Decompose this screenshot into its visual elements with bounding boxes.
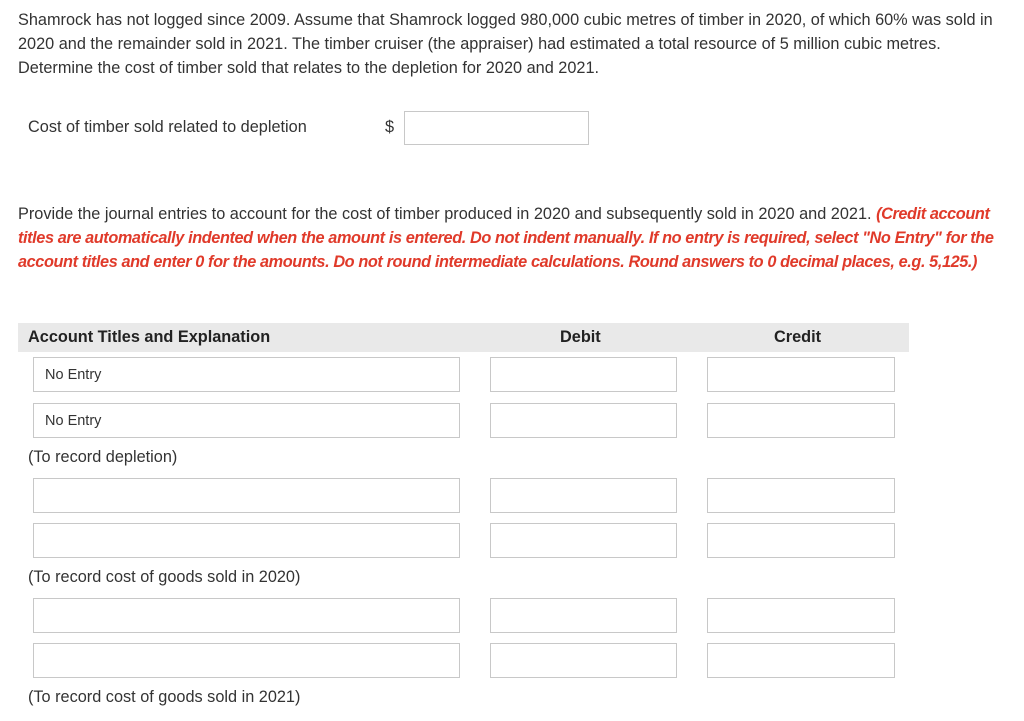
account-title-input-4[interactable]: [33, 523, 460, 558]
instructions-text: Provide the journal entries to account for the cost of timber produced in 2020 and subsequently sold in 2020 and 2021.: [18, 205, 872, 223]
journal-table-header: [18, 323, 909, 352]
entry-note-cogs-2020: (To record cost of goods sold in 2020): [28, 568, 301, 586]
debit-input-6[interactable]: [490, 643, 677, 678]
credit-input-4[interactable]: [707, 523, 895, 558]
dollar-sign: $: [385, 118, 395, 136]
debit-input-1[interactable]: [490, 357, 677, 392]
debit-input-4[interactable]: [490, 523, 677, 558]
credit-input-3[interactable]: [707, 478, 895, 513]
account-title-input-6[interactable]: [33, 643, 460, 678]
account-title-input-3[interactable]: [33, 478, 460, 513]
instructions-emphasis: (Credit account titles are automatically indented when the amount is entered. Do not indent manually. If no entry is required, select "No Entry" for the account titles and enter 0 for the amounts. Do not round intermediate calculations. Round answers to 0 decimal places, e.g. 5,125.): [18, 205, 994, 271]
account-titles-header: Account Titles and Explanation: [28, 328, 271, 346]
account-title-input-1[interactable]: [33, 357, 460, 392]
debit-input-5[interactable]: [490, 598, 677, 633]
instructions: [18, 202, 1008, 274]
cost-of-timber-label: Cost of timber sold related to depletion: [28, 118, 307, 136]
debit-header: Debit: [560, 328, 601, 346]
cost-of-timber-input[interactable]: [404, 111, 589, 145]
account-title-input-5[interactable]: [33, 598, 460, 633]
credit-input-5[interactable]: [707, 598, 895, 633]
entry-note-depletion: (To record depletion): [28, 448, 178, 466]
credit-input-2[interactable]: [707, 403, 895, 438]
account-title-input-2[interactable]: [33, 403, 460, 438]
credit-input-1[interactable]: [707, 357, 895, 392]
problem-statement: Shamrock has not logged since 2009. Assume that Shamrock logged 980,000 cubic metres of timber in 2020, of which 60% was sold in 2020 and the remainder sold in 2021. The timber cruiser (the appraiser) had estimated a total resource of 5 million cubic metres. Determine the cost of timber sold that relates to the depletion for 2020 and 2021.: [18, 11, 993, 77]
entry-note-cogs-2021: (To record cost of goods sold in 2021): [28, 688, 301, 706]
credit-input-6[interactable]: [707, 643, 895, 678]
debit-input-2[interactable]: [490, 403, 677, 438]
credit-header: Credit: [774, 328, 822, 346]
debit-input-3[interactable]: [490, 478, 677, 513]
